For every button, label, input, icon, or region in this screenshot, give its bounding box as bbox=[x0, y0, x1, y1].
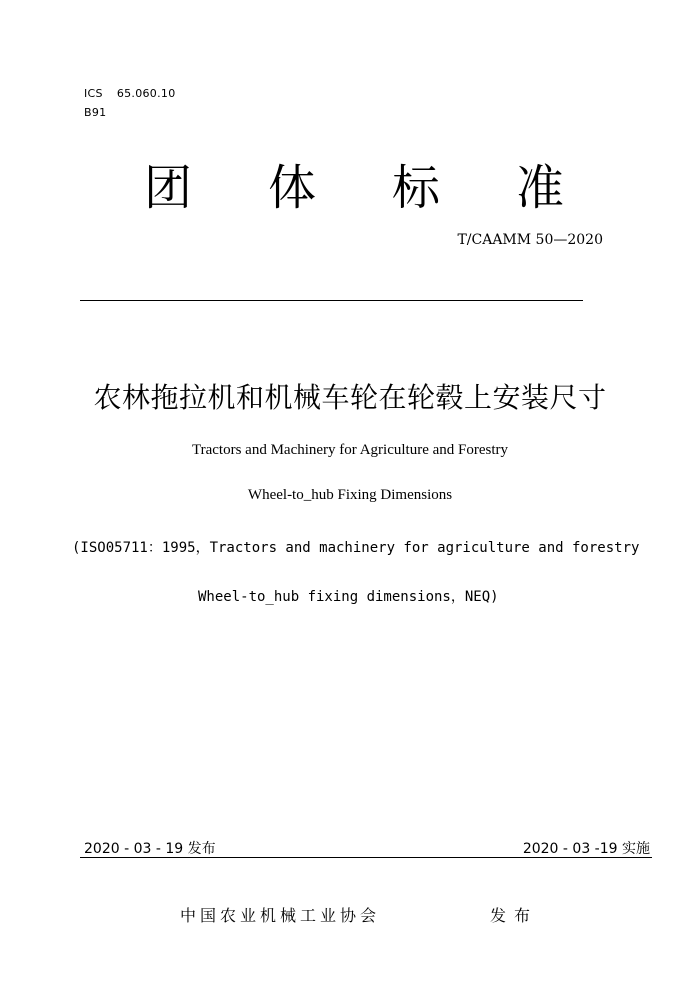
document-title-cn: 农林拖拉机和机械车轮在轮毂上安装尺寸 bbox=[93, 381, 607, 414]
top-divider bbox=[80, 300, 583, 301]
implementation-date: 2020 - 03 -19 实施 bbox=[522, 841, 650, 857]
ics-label: ICS bbox=[84, 87, 103, 100]
issuing-organization: 中国农业机械工业协会 bbox=[180, 906, 381, 925]
title-char-3: 标 bbox=[392, 160, 441, 216]
standard-number: T/CAAMM 50—2020 bbox=[457, 232, 603, 248]
title-char-4: 准 bbox=[516, 160, 565, 216]
ics-code bbox=[84, 87, 176, 100]
title-char-1: 团 bbox=[144, 160, 193, 216]
title-char-2: 体 bbox=[268, 160, 317, 216]
document-title-en-line2: Wheel-to_hub Fixing Dimensions bbox=[247, 487, 453, 503]
issue-date: 2020 - 03 - 19 发布 bbox=[84, 841, 216, 857]
document-title-en-line1: Tractors and Machinery for Agriculture and Forestry bbox=[191, 442, 509, 458]
classification-code: B91 bbox=[84, 106, 107, 119]
bottom-divider bbox=[80, 857, 652, 858]
reference-standard-line1: (ISO05711：1995，Tractors and machinery for agriculture and forestry bbox=[72, 540, 640, 556]
publish-label: 发布 bbox=[490, 906, 539, 925]
ics-number: 65.060.10 bbox=[116, 87, 176, 100]
reference-standard-line2: Wheel-to_hub fixing dimensions，NEQ) bbox=[198, 589, 499, 605]
